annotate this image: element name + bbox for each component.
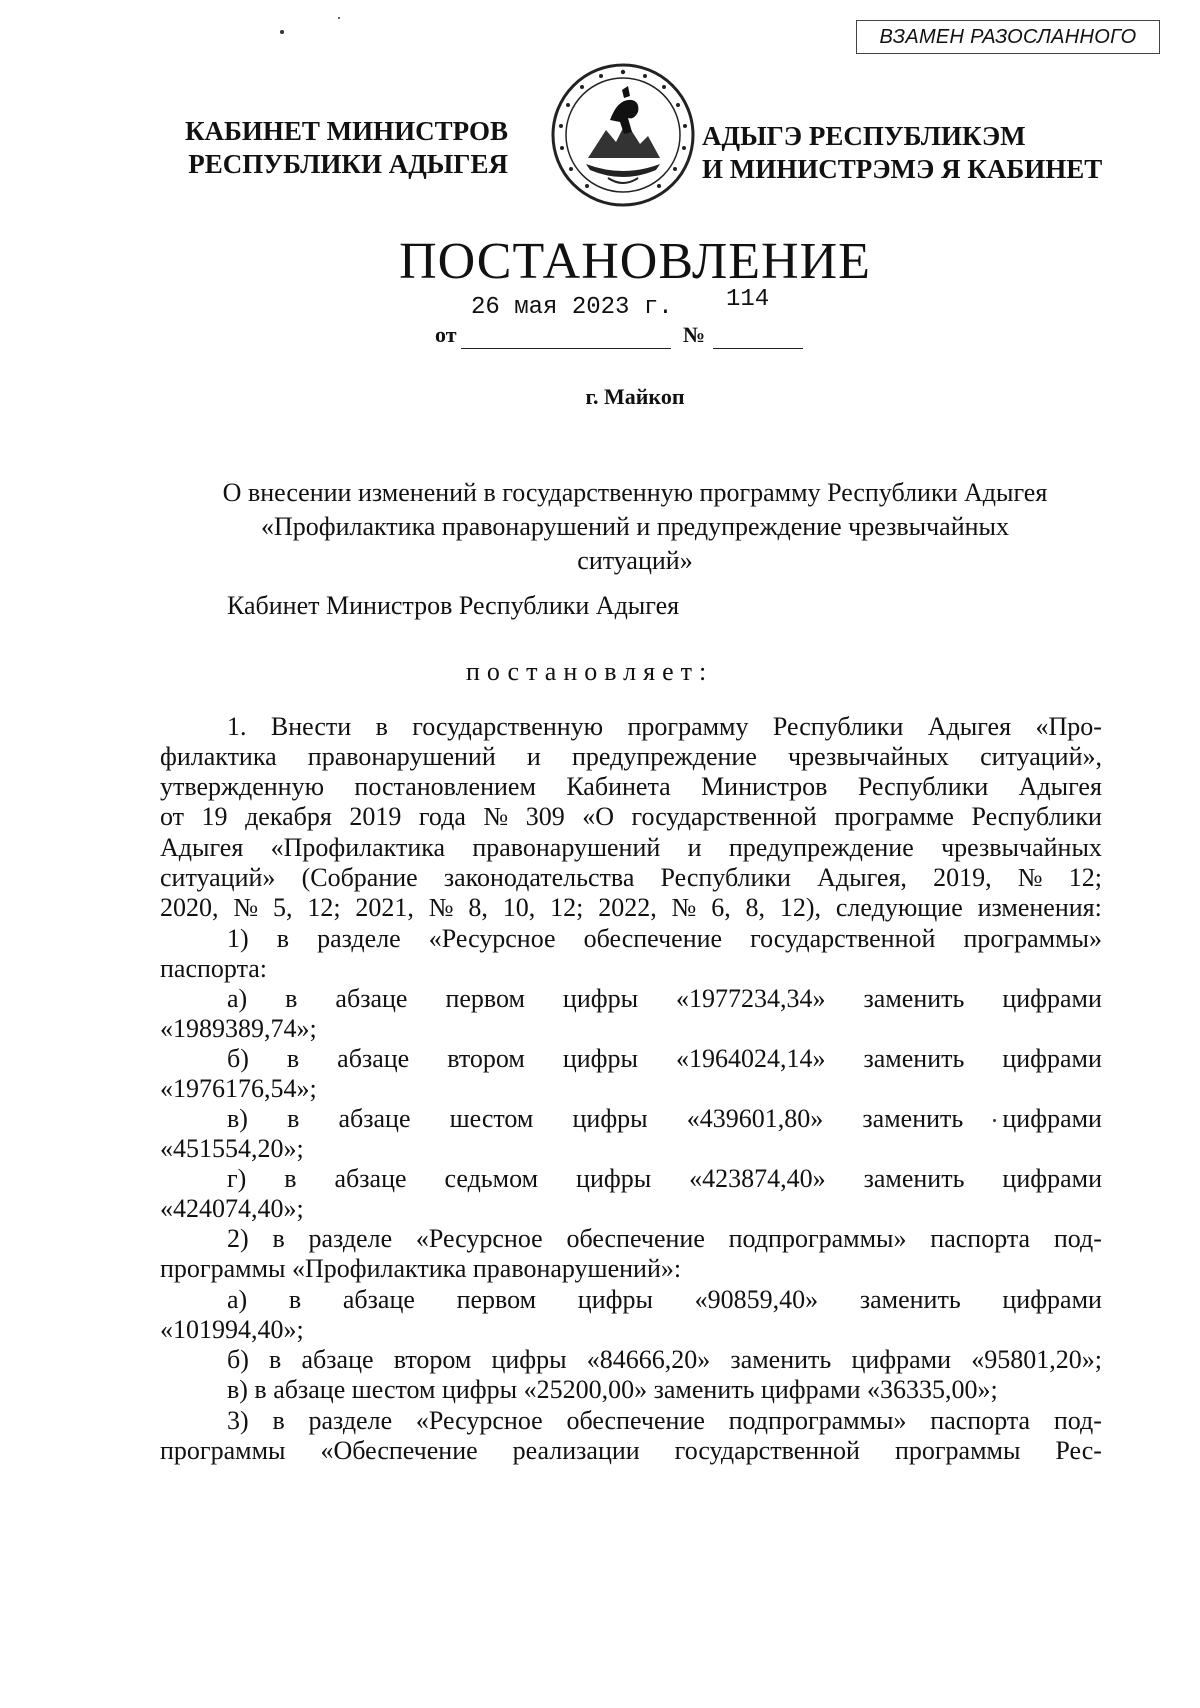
word: «Профилактика [270, 833, 446, 862]
word: Республики [971, 802, 1102, 831]
paragraph-line [160, 863, 1102, 893]
paragraph-line [160, 893, 1102, 923]
date-number-line [435, 286, 835, 358]
word: заменить [863, 984, 965, 1013]
word: под- [1053, 1406, 1102, 1435]
header-left-line: РЕСПУБЛИКИ АДЫГЕЯ [188, 149, 508, 179]
word: ситуаций», [980, 742, 1102, 771]
word: цифрами [851, 1345, 952, 1374]
paragraph-line: программы «Профилактика правонарушений»: [160, 1254, 682, 1283]
paragraph-line [227, 924, 1102, 954]
number-label: № [683, 322, 706, 347]
word: цифрами [1002, 1104, 1102, 1133]
word: в) [227, 1104, 248, 1133]
header-right-line: И МИНИСТРЭМЭ Я КАБИНЕТ [702, 154, 1103, 184]
header-left [185, 115, 508, 181]
word: 10, [502, 893, 536, 922]
scan-speck [280, 30, 284, 34]
word: а) [227, 984, 248, 1013]
subject-line: «Профилактика правонарушений и предупреждение чрезвычайных [260, 512, 1010, 541]
word: цифрами [1002, 1164, 1102, 1193]
word: цифры [562, 1044, 638, 1073]
word: программу [627, 712, 749, 741]
word: «Ресурсное [415, 1406, 543, 1435]
cabinet-line: Кабинет Министров Республики Адыгея [227, 591, 680, 620]
word: следующие [835, 893, 963, 922]
date-underline [461, 348, 671, 349]
paragraph-line: «101994,40»; [160, 1315, 304, 1344]
word: паспорта [930, 1224, 1031, 1253]
word: 2021, [355, 893, 414, 922]
word: государственной [631, 802, 817, 831]
word: 2) [227, 1224, 249, 1253]
word: подпрограммы» [728, 1406, 907, 1435]
word: Республики [857, 772, 989, 801]
word: подпрограммы» [728, 1224, 907, 1253]
word: первом [456, 1285, 537, 1314]
word: 12; [307, 893, 341, 922]
word: в [375, 712, 388, 741]
word: в [285, 984, 298, 1013]
paragraph-line [227, 984, 1102, 1014]
word: «423874,40» [689, 1164, 826, 1193]
word: государственной [674, 1436, 860, 1465]
date-from-label: от [435, 322, 457, 347]
word: цифры [576, 1164, 652, 1193]
word: «90859,40» [694, 1285, 819, 1314]
paragraph-line [227, 1104, 1102, 1134]
word: 5, [273, 893, 293, 922]
word: Министров [701, 772, 828, 801]
word: цифрами [1002, 984, 1102, 1013]
word: 2020, [160, 893, 219, 922]
word: правонарушений [472, 833, 661, 862]
word: в [269, 1345, 282, 1374]
word: предупреждение [728, 833, 914, 862]
word: правонарушений [307, 742, 496, 771]
word: цифры [572, 1104, 648, 1133]
word: филактика [160, 742, 277, 771]
word: № [483, 802, 509, 831]
word: 2019 [349, 802, 402, 831]
paragraph-line: в) в абзаце шестом цифры «25200,00» заменить цифрами «36335,00»; [227, 1375, 998, 1404]
word: заменить [862, 1104, 964, 1133]
word: в [272, 1406, 285, 1435]
word: «1964024,14» [675, 1044, 826, 1073]
word: в [288, 1285, 302, 1314]
word: «Ресурсное [415, 1224, 543, 1253]
word: № [233, 893, 259, 922]
header-left-line: КАБИНЕТ МИНИСТРОВ [184, 116, 508, 146]
document-subject [170, 476, 1100, 578]
word: «Ресурсное [428, 924, 556, 953]
word: цифрами [1002, 1044, 1102, 1073]
paragraph-line [160, 802, 1102, 832]
word: цифры [577, 1285, 653, 1314]
word: 1. [227, 712, 247, 741]
word: обеспечение [566, 1406, 705, 1435]
word: в [284, 1164, 297, 1193]
word: шестом [449, 1104, 534, 1133]
number-underline [713, 348, 803, 349]
subject-line: О внесении изменений в государственную программу Республики Адыгея [222, 478, 1048, 507]
word: утвержденную [160, 772, 325, 801]
word: программы» [963, 924, 1102, 953]
word: «439601,80» [686, 1104, 824, 1133]
word: чрезвычайных [941, 833, 1102, 862]
paragraph-line: «1989389,74»; [160, 1014, 317, 1043]
header-right-line: АДЫГЭ РЕСПУБЛИКЭМ [702, 121, 1026, 151]
city-label: г. Майкоп [585, 384, 685, 409]
word: «Обеспечение [320, 1436, 478, 1465]
word: Республики [772, 712, 904, 741]
word: № [428, 893, 454, 922]
word: законодательства [443, 863, 635, 892]
word: Адыгея, [817, 863, 907, 892]
word: 12; [1068, 863, 1102, 892]
word: предупреждение [571, 742, 757, 771]
document-title: ПОСТАНОВЛЕНИЕ [399, 233, 871, 290]
paragraph-line [227, 1406, 1102, 1436]
word: 1) [227, 924, 249, 953]
word: Адыгея [160, 833, 244, 862]
word: 2022, [598, 893, 657, 922]
word: от [160, 802, 185, 831]
paragraph-line [227, 712, 1102, 742]
word: цифрами [1002, 1285, 1102, 1314]
word: седьмом [444, 1164, 539, 1193]
word: 309 [525, 802, 565, 831]
word: абзаце [335, 984, 408, 1013]
word: декабря [245, 802, 332, 831]
paragraph-line [160, 742, 1102, 772]
word: под- [1053, 1224, 1102, 1253]
word: г) [227, 1164, 247, 1193]
word: заменить [730, 1345, 832, 1374]
word: «Про- [1035, 712, 1102, 741]
word: № [671, 893, 697, 922]
word: абзаце [334, 1164, 407, 1193]
word: «84666,20» [586, 1345, 711, 1374]
word: б) [227, 1044, 249, 1073]
word: реализации [512, 1436, 640, 1465]
word: программы [894, 1436, 1021, 1465]
word: первом [445, 984, 525, 1013]
word: разделе [308, 1406, 393, 1435]
word: «1977234,34» [676, 984, 826, 1013]
word: а) [227, 1285, 248, 1314]
word: втором [393, 1345, 472, 1374]
header-right [702, 120, 1102, 186]
word: в [287, 1104, 300, 1133]
paragraph-line [227, 1044, 1102, 1074]
word: Адыгея [927, 712, 1012, 741]
word: 12), [779, 893, 822, 922]
word: в [286, 1044, 300, 1073]
paragraph-line: паспорта: [160, 954, 268, 983]
word: ситуаций» [160, 863, 276, 892]
word: и [526, 742, 541, 771]
republic-of-adygea-coat-of-arms-icon [548, 60, 698, 210]
word: 6, [711, 893, 731, 922]
word: цифры [491, 1345, 567, 1374]
word: абзаце [337, 1044, 410, 1073]
word: чрезвычайных [788, 742, 949, 771]
word: 12; [550, 893, 584, 922]
word: постановлением [354, 772, 536, 801]
date-value: 26 мая 2023 г. [471, 294, 673, 321]
paragraph-line [227, 1164, 1102, 1194]
word: б) [227, 1345, 249, 1374]
paragraph-line [160, 772, 1102, 802]
word: абзаце [301, 1345, 374, 1374]
word: заменить [863, 1044, 965, 1073]
word: в [272, 1224, 285, 1253]
word: Республики [660, 863, 791, 892]
word: разделе [308, 1224, 393, 1253]
word: года [418, 802, 466, 831]
word: (Собрание [301, 863, 418, 892]
word: и [687, 833, 702, 862]
scan-speck [338, 17, 340, 19]
word: изменения: [977, 893, 1102, 922]
decides-line: постановляет: [466, 657, 714, 686]
word: 8, [745, 893, 766, 922]
word: Адыгея [1018, 772, 1102, 801]
word: обеспечение [566, 1224, 705, 1253]
word: заменить [859, 1285, 961, 1314]
subject-line: ситуаций» [577, 546, 693, 575]
word: 19 [201, 802, 228, 831]
word: разделе [317, 924, 401, 953]
word: государственную [412, 712, 604, 741]
word: «95801,20»; [971, 1345, 1102, 1374]
word: «О [582, 802, 615, 831]
paragraph-line: «424074,40»; [160, 1194, 304, 1223]
word: государственной [750, 924, 936, 953]
word: паспорта [930, 1406, 1031, 1435]
word: № [1017, 863, 1043, 892]
word: заменить [863, 1164, 965, 1193]
word: 3) [227, 1406, 249, 1435]
paragraph-line [227, 1224, 1102, 1254]
word: цифры [562, 984, 639, 1013]
number-value: 114 [726, 286, 770, 313]
word: 8, [468, 893, 488, 922]
word: программы [160, 1436, 286, 1465]
word: Рес- [1055, 1436, 1102, 1465]
word: втором [447, 1044, 525, 1073]
word: 2019, [933, 863, 992, 892]
paragraph-line: «451554,20»; [160, 1134, 304, 1163]
paragraph-line [160, 1436, 1102, 1466]
paragraph-line: «1976176,54»; [160, 1074, 317, 1103]
word: программе [834, 802, 954, 831]
word: в [276, 924, 290, 953]
word: абзаце [338, 1104, 411, 1133]
paragraph-line [227, 1285, 1102, 1315]
paragraph-line [227, 1345, 1102, 1375]
word: обеспечение [583, 924, 723, 953]
paragraph-line [160, 833, 1102, 863]
word: Кабинета [566, 772, 671, 801]
word: Внести [270, 712, 352, 741]
replacement-stamp: ВЗАМЕН РАЗОСЛАННОГО [856, 20, 1160, 54]
word: абзаце [342, 1285, 415, 1314]
